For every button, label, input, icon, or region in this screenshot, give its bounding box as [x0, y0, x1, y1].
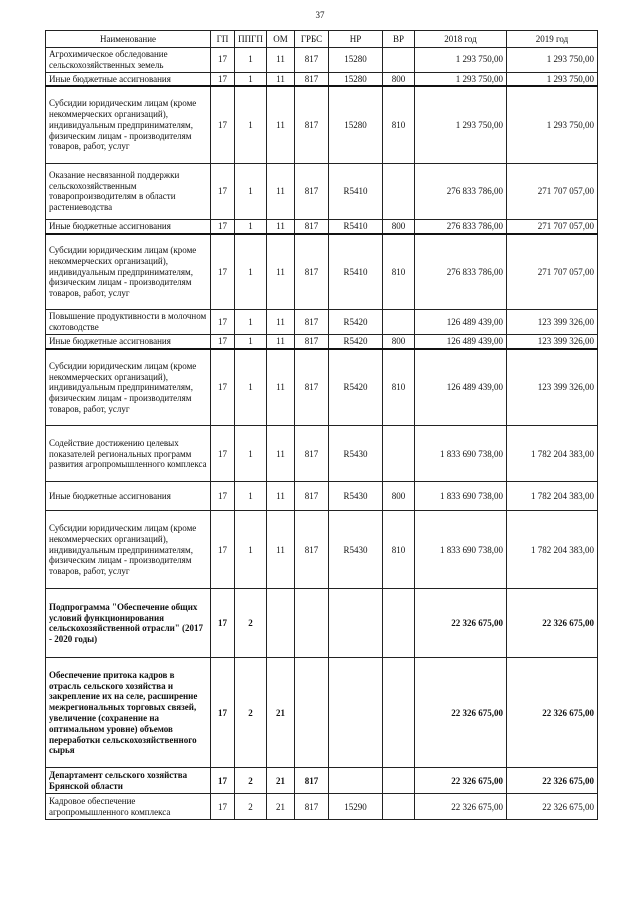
row-gp-cell: 17 [211, 86, 235, 163]
table-row [46, 48, 598, 73]
row-vr-cell: 810 [383, 511, 415, 589]
row-ppgp-cell: 1 [235, 219, 267, 233]
table-body [46, 48, 598, 820]
page-number: 37 [315, 10, 325, 20]
row-om-cell: 11 [267, 511, 295, 589]
row-gp-cell: 17 [211, 511, 235, 589]
row-vr-cell: 800 [383, 219, 415, 233]
row-gp-cell: 17 [211, 768, 235, 794]
table-row [46, 234, 598, 310]
row-nr-cell: 15280 [329, 86, 383, 163]
row-grbs-cell: 817 [295, 86, 329, 163]
row-grbs-cell [295, 589, 329, 658]
row-ppgp-cell: 2 [235, 658, 267, 768]
row-gp-cell: 17 [211, 335, 235, 349]
row-grbs-cell: 817 [295, 511, 329, 589]
row-2019-cell: 22 326 675,00 [507, 768, 598, 794]
row-grbs-cell [295, 658, 329, 768]
row-vr-cell [383, 768, 415, 794]
row-2018-cell: 22 326 675,00 [415, 658, 507, 768]
row-gp-cell: 17 [211, 219, 235, 233]
row-ppgp-cell: 1 [235, 511, 267, 589]
row-ppgp-cell: 1 [235, 426, 267, 482]
row-om-cell: 11 [267, 349, 295, 426]
table-row [46, 163, 598, 219]
row-gp-cell: 17 [211, 349, 235, 426]
row-gp-cell: 17 [211, 658, 235, 768]
row-ppgp-cell: 2 [235, 768, 267, 794]
row-2019-cell: 22 326 675,00 [507, 794, 598, 820]
row-ppgp-cell: 1 [235, 310, 267, 335]
table-row [46, 794, 598, 820]
header-nr: НР [329, 31, 383, 48]
header-vr: ВР [383, 31, 415, 48]
row-2019-cell: 123 399 326,00 [507, 310, 598, 335]
table-row [46, 349, 598, 426]
row-nr-cell: 15280 [329, 72, 383, 86]
row-gp-cell: 17 [211, 794, 235, 820]
row-2019-cell: 1 293 750,00 [507, 48, 598, 73]
row-nr-cell: R5430 [329, 482, 383, 511]
row-2018-cell: 126 489 439,00 [415, 349, 507, 426]
row-gp-cell: 17 [211, 426, 235, 482]
row-ppgp-cell: 1 [235, 72, 267, 86]
row-2018-cell: 1 293 750,00 [415, 48, 507, 73]
header-2019: 2019 год [507, 31, 598, 48]
table-row [46, 335, 598, 349]
row-2018-cell: 126 489 439,00 [415, 335, 507, 349]
row-vr-cell: 800 [383, 72, 415, 86]
row-name-cell: Подпрограмма "Обеспечение общих условий функционирования сельскохозяйственной отрасли" (2017 - 2020 годы) [46, 589, 211, 658]
row-om-cell: 11 [267, 163, 295, 219]
row-name-cell: Оказание несвязанной поддержки сельскохозяйственным товаропроизводителям в области растениеводства [46, 163, 211, 219]
row-ppgp-cell: 1 [235, 482, 267, 511]
row-nr-cell: 15280 [329, 48, 383, 73]
row-vr-cell [383, 48, 415, 73]
row-vr-cell: 810 [383, 86, 415, 163]
row-gp-cell: 17 [211, 482, 235, 511]
row-name-cell: Субсидии юридическим лицам (кроме некоммерческих организаций), индивидуальным предпринимателям, физическим лицам - производителям товаров, работ, услуг [46, 349, 211, 426]
row-grbs-cell: 817 [295, 163, 329, 219]
row-nr-cell: R5430 [329, 426, 383, 482]
row-om-cell: 21 [267, 658, 295, 768]
row-grbs-cell: 817 [295, 794, 329, 820]
table-row [46, 219, 598, 233]
row-gp-cell: 17 [211, 48, 235, 73]
row-2018-cell: 1 833 690 738,00 [415, 482, 507, 511]
table-row [46, 511, 598, 589]
header-name: Наименование [46, 31, 211, 48]
row-name-cell: Субсидии юридическим лицам (кроме некоммерческих организаций), индивидуальным предпринимателям, физическим лицам - производителям товаров, работ, услуг [46, 234, 211, 310]
row-grbs-cell: 817 [295, 310, 329, 335]
table-row [46, 482, 598, 511]
table-row [46, 658, 598, 768]
row-ppgp-cell: 1 [235, 335, 267, 349]
row-vr-cell [383, 589, 415, 658]
row-ppgp-cell: 1 [235, 48, 267, 73]
row-name-cell: Иные бюджетные ассигнования [46, 72, 211, 86]
row-gp-cell: 17 [211, 310, 235, 335]
row-name-cell: Обеспечение притока кадров в отрасль сельского хозяйства и закрепление их на селе, расширение межрегиональных торговых связей, увеличение (сохранение на оптимальном уровне) объемов переработки сельскохозяйственного сырья [46, 658, 211, 768]
row-om-cell: 11 [267, 219, 295, 233]
row-gp-cell: 17 [211, 234, 235, 310]
row-name-cell: Иные бюджетные ассигнования [46, 335, 211, 349]
header-2018: 2018 год [415, 31, 507, 48]
row-grbs-cell: 817 [295, 219, 329, 233]
row-grbs-cell: 817 [295, 426, 329, 482]
table-row [46, 768, 598, 794]
row-2019-cell: 1 782 204 383,00 [507, 426, 598, 482]
row-om-cell [267, 589, 295, 658]
row-grbs-cell: 817 [295, 48, 329, 73]
row-2018-cell: 22 326 675,00 [415, 589, 507, 658]
row-name-cell: Субсидии юридическим лицам (кроме некоммерческих организаций), индивидуальным предпринимателям, физическим лицам - производителям товаров, работ, услуг [46, 86, 211, 163]
row-2018-cell: 22 326 675,00 [415, 794, 507, 820]
row-2018-cell: 1 833 690 738,00 [415, 511, 507, 589]
row-nr-cell [329, 768, 383, 794]
row-2018-cell: 1 293 750,00 [415, 72, 507, 86]
table-row [46, 426, 598, 482]
row-2019-cell: 271 707 057,00 [507, 219, 598, 233]
row-ppgp-cell: 1 [235, 349, 267, 426]
row-ppgp-cell: 2 [235, 589, 267, 658]
row-2019-cell: 1 782 204 383,00 [507, 511, 598, 589]
row-2018-cell: 22 326 675,00 [415, 768, 507, 794]
row-2018-cell: 276 833 786,00 [415, 219, 507, 233]
row-name-cell: Иные бюджетные ассигнования [46, 482, 211, 511]
row-name-cell: Содействие достижению целевых показателей региональных программ развития агропромышленного комплекса [46, 426, 211, 482]
row-gp-cell: 17 [211, 163, 235, 219]
row-2019-cell: 1 293 750,00 [507, 72, 598, 86]
row-nr-cell: R5420 [329, 335, 383, 349]
header-om: ОМ [267, 31, 295, 48]
row-gp-cell: 17 [211, 589, 235, 658]
row-vr-cell [383, 310, 415, 335]
row-2019-cell: 123 399 326,00 [507, 349, 598, 426]
row-2019-cell: 123 399 326,00 [507, 335, 598, 349]
row-grbs-cell: 817 [295, 72, 329, 86]
row-2018-cell: 1 293 750,00 [415, 86, 507, 163]
row-nr-cell: R5410 [329, 163, 383, 219]
row-name-cell: Субсидии юридическим лицам (кроме некоммерческих организаций), индивидуальным предпринимателям, физическим лицам - производителям товаров, работ, услуг [46, 511, 211, 589]
row-nr-cell: 15290 [329, 794, 383, 820]
row-2019-cell: 1 293 750,00 [507, 86, 598, 163]
row-ppgp-cell: 1 [235, 163, 267, 219]
row-2018-cell: 276 833 786,00 [415, 234, 507, 310]
row-om-cell: 11 [267, 48, 295, 73]
table-header-row [46, 31, 598, 48]
row-gp-cell: 17 [211, 72, 235, 86]
row-vr-cell: 800 [383, 482, 415, 511]
row-name-cell: Иные бюджетные ассигнования [46, 219, 211, 233]
header-ppgp: ППГП [235, 31, 267, 48]
row-vr-cell: 800 [383, 335, 415, 349]
row-name-cell: Повышение продуктивности в молочном скотоводстве [46, 310, 211, 335]
row-nr-cell: R5430 [329, 511, 383, 589]
row-om-cell: 11 [267, 482, 295, 511]
row-om-cell: 21 [267, 768, 295, 794]
budget-table [45, 30, 598, 820]
table-row [46, 589, 598, 658]
table-row [46, 86, 598, 163]
row-grbs-cell: 817 [295, 482, 329, 511]
header-gp: ГП [211, 31, 235, 48]
row-om-cell: 11 [267, 86, 295, 163]
row-ppgp-cell: 1 [235, 86, 267, 163]
row-grbs-cell: 817 [295, 349, 329, 426]
row-vr-cell [383, 658, 415, 768]
row-2018-cell: 126 489 439,00 [415, 310, 507, 335]
row-vr-cell: 810 [383, 349, 415, 426]
row-name-cell: Агрохимическое обследование сельскохозяйственных земель [46, 48, 211, 73]
row-ppgp-cell: 1 [235, 234, 267, 310]
row-om-cell: 11 [267, 310, 295, 335]
row-2019-cell: 271 707 057,00 [507, 234, 598, 310]
row-nr-cell [329, 658, 383, 768]
table-row [46, 310, 598, 335]
row-vr-cell: 810 [383, 234, 415, 310]
row-om-cell: 11 [267, 335, 295, 349]
row-2019-cell: 271 707 057,00 [507, 163, 598, 219]
table-row [46, 72, 598, 86]
row-om-cell: 21 [267, 794, 295, 820]
row-nr-cell: R5420 [329, 310, 383, 335]
row-vr-cell [383, 163, 415, 219]
row-om-cell: 11 [267, 234, 295, 310]
header-grbs: ГРБС [295, 31, 329, 48]
row-name-cell: Департамент сельского хозяйства Брянской области [46, 768, 211, 794]
row-grbs-cell: 817 [295, 335, 329, 349]
row-2018-cell: 1 833 690 738,00 [415, 426, 507, 482]
row-grbs-cell: 817 [295, 768, 329, 794]
row-2018-cell: 276 833 786,00 [415, 163, 507, 219]
row-vr-cell [383, 426, 415, 482]
row-nr-cell: R5410 [329, 234, 383, 310]
row-grbs-cell: 817 [295, 234, 329, 310]
row-2019-cell: 1 782 204 383,00 [507, 482, 598, 511]
row-2019-cell: 22 326 675,00 [507, 589, 598, 658]
row-nr-cell: R5420 [329, 349, 383, 426]
row-om-cell: 11 [267, 426, 295, 482]
row-2019-cell: 22 326 675,00 [507, 658, 598, 768]
row-nr-cell [329, 589, 383, 658]
row-vr-cell [383, 794, 415, 820]
row-name-cell: Кадровое обеспечение агропромышленного комплекса [46, 794, 211, 820]
row-om-cell: 11 [267, 72, 295, 86]
row-nr-cell: R5410 [329, 219, 383, 233]
row-ppgp-cell: 2 [235, 794, 267, 820]
